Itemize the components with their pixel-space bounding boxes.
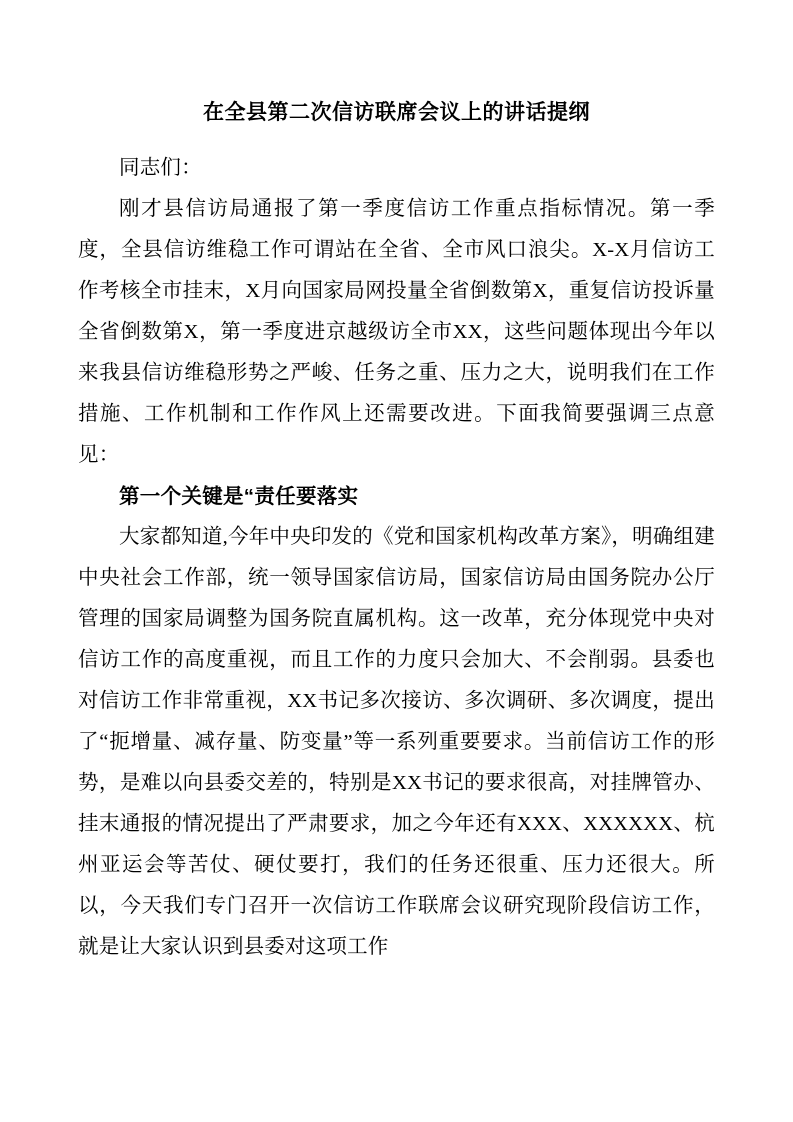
page-title: 在全县第二次信访联席会议上的讲话提纲 — [203, 101, 590, 124]
salutation-paragraph: 同志们： — [119, 157, 202, 179]
section-heading-1: 第一个关键是“责任要落实 — [119, 485, 359, 508]
body-paragraph-1: 刚才县信访局通报了第一季度信访工作重点指标情况。第一季度，全县信访维稳工作可谓站在全省、全市风口浪尖。X-X月信访工作考核全市挂末，X月向国家局网投量全省倒数第X，重复信访投诉量全省倒数第X，第一季度进京越级访全市XX，这些问题体现出今年以来我县信访维稳形势之严峻、任务之重、压力之大，说明我们在工作措施、工作机制和工作作风上还需要改进。下面我简要强调三点意见： — [78, 198, 715, 466]
body-paragraph-2: 大家都知道,今年中央印发的《党和国家机构改革方案》，明确组建中央社会工作部，统一领导国家信访局，国家信访局由国务院办公厅管理的国家局调整为国务院直属机构。这一改革，充分体现党中央对信访工作的高度重视，而且工作的力度只会加大、不会削弱。县委也对信访工作非常重视，XX书记多次接访、多次调研、多次调度，提出了“扼增量、减存量、防变量”等一系列重要要求。当前信访工作的形势，是难以向县委交差的，特别是XX书记的要求很高，对挂牌管办、挂末通报的情况提出了严肃要求，加之今年还有XXX、XXXXXX、杭州亚运会等苦仗、硬仗要打，我们的任务还很重、压力还很大。所以，今天我们专门召开一次信访工作联席会议研究现阶段信访工作，就是让大家认识到县委对这项工作 — [78, 526, 715, 958]
